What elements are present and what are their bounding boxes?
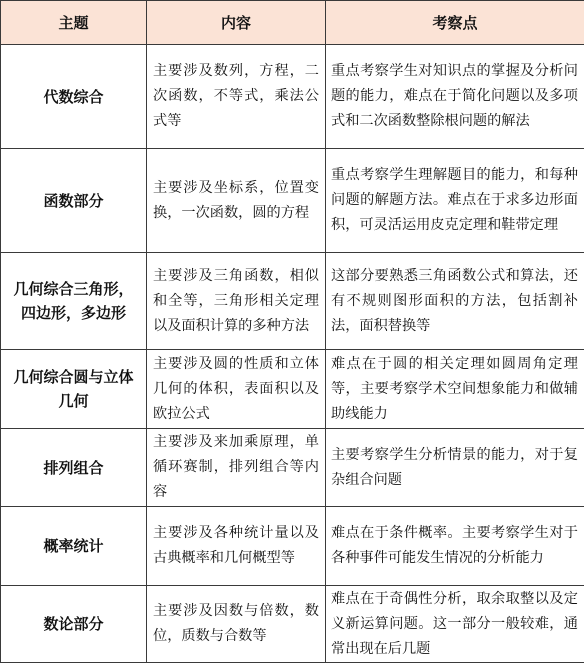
topic-cell: 数论部分 xyxy=(1,586,147,663)
table-row xyxy=(1,507,584,586)
header-focus: 考察点 xyxy=(326,1,584,45)
content-cell: 主要涉及数列，方程，二次函数，不等式，乘法公式等 xyxy=(147,45,326,149)
focus-cell: 这部分要熟悉三角函数公式和算法，还有不规则图形面积的方法，包括割补法，面积替换等 xyxy=(326,253,584,350)
header-content: 内容 xyxy=(147,1,326,45)
content-cell: 主要涉及三角函数，相似和全等，三角形相关定理以及面积计算的多种方法 xyxy=(147,253,326,350)
topic-cell: 代数综合 xyxy=(1,45,147,149)
focus-cell: 重点考察学生对知识点的掌握及分析问题的能力，难点在于简化问题以及多项式和二次函数整除根问题的解法 xyxy=(326,45,584,149)
table-row xyxy=(1,350,584,429)
topic-cell: 排列组合 xyxy=(1,429,147,507)
table-row xyxy=(1,149,584,253)
topic-cell: 概率统计 xyxy=(1,507,147,586)
content-cell: 主要涉及来加乘原理，单循环赛制，排列组合等内容 xyxy=(147,429,326,507)
header-row xyxy=(1,1,584,45)
content-cell: 主要涉及圆的性质和立体几何的体积，表面积以及欧拉公式 xyxy=(147,350,326,429)
topic-cell: 几何综合三角形，四边形，多边形 xyxy=(1,253,147,350)
focus-cell: 重点考察学生理解题目的能力，和每种问题的解题方法。难点在于求多边形面积，可灵活运用皮克定理和鞋带定理 xyxy=(326,149,584,253)
focus-cell: 难点在于奇偶性分析，取余取整以及定义新运算问题。这一部分一般较难，通常出现在后几题 xyxy=(326,586,584,663)
table-row xyxy=(1,45,584,149)
content-cell: 主要涉及因数与倍数，数位，质数与合数等 xyxy=(147,586,326,663)
topic-cell: 函数部分 xyxy=(1,149,147,253)
focus-cell: 难点在于圆的相关定理如圆周角定理等，主要考察学术空间想象能力和做辅助线能力 xyxy=(326,350,584,429)
table-row xyxy=(1,253,584,350)
content-cell: 主要涉及坐标系，位置变换，一次函数，圆的方程 xyxy=(147,149,326,253)
content-cell: 主要涉及各种统计量以及古典概率和几何概型等 xyxy=(147,507,326,586)
focus-cell: 主要考察学生分析情景的能力，对于复杂组合问题 xyxy=(326,429,584,507)
table-row xyxy=(1,586,584,663)
topic-cell: 几何综合圆与立体几何 xyxy=(1,350,147,429)
table-row xyxy=(1,429,584,507)
header-topic: 主题 xyxy=(1,1,147,45)
focus-cell: 难点在于条件概率。主要考察学生对于各种事件可能发生情况的分析能力 xyxy=(326,507,584,586)
